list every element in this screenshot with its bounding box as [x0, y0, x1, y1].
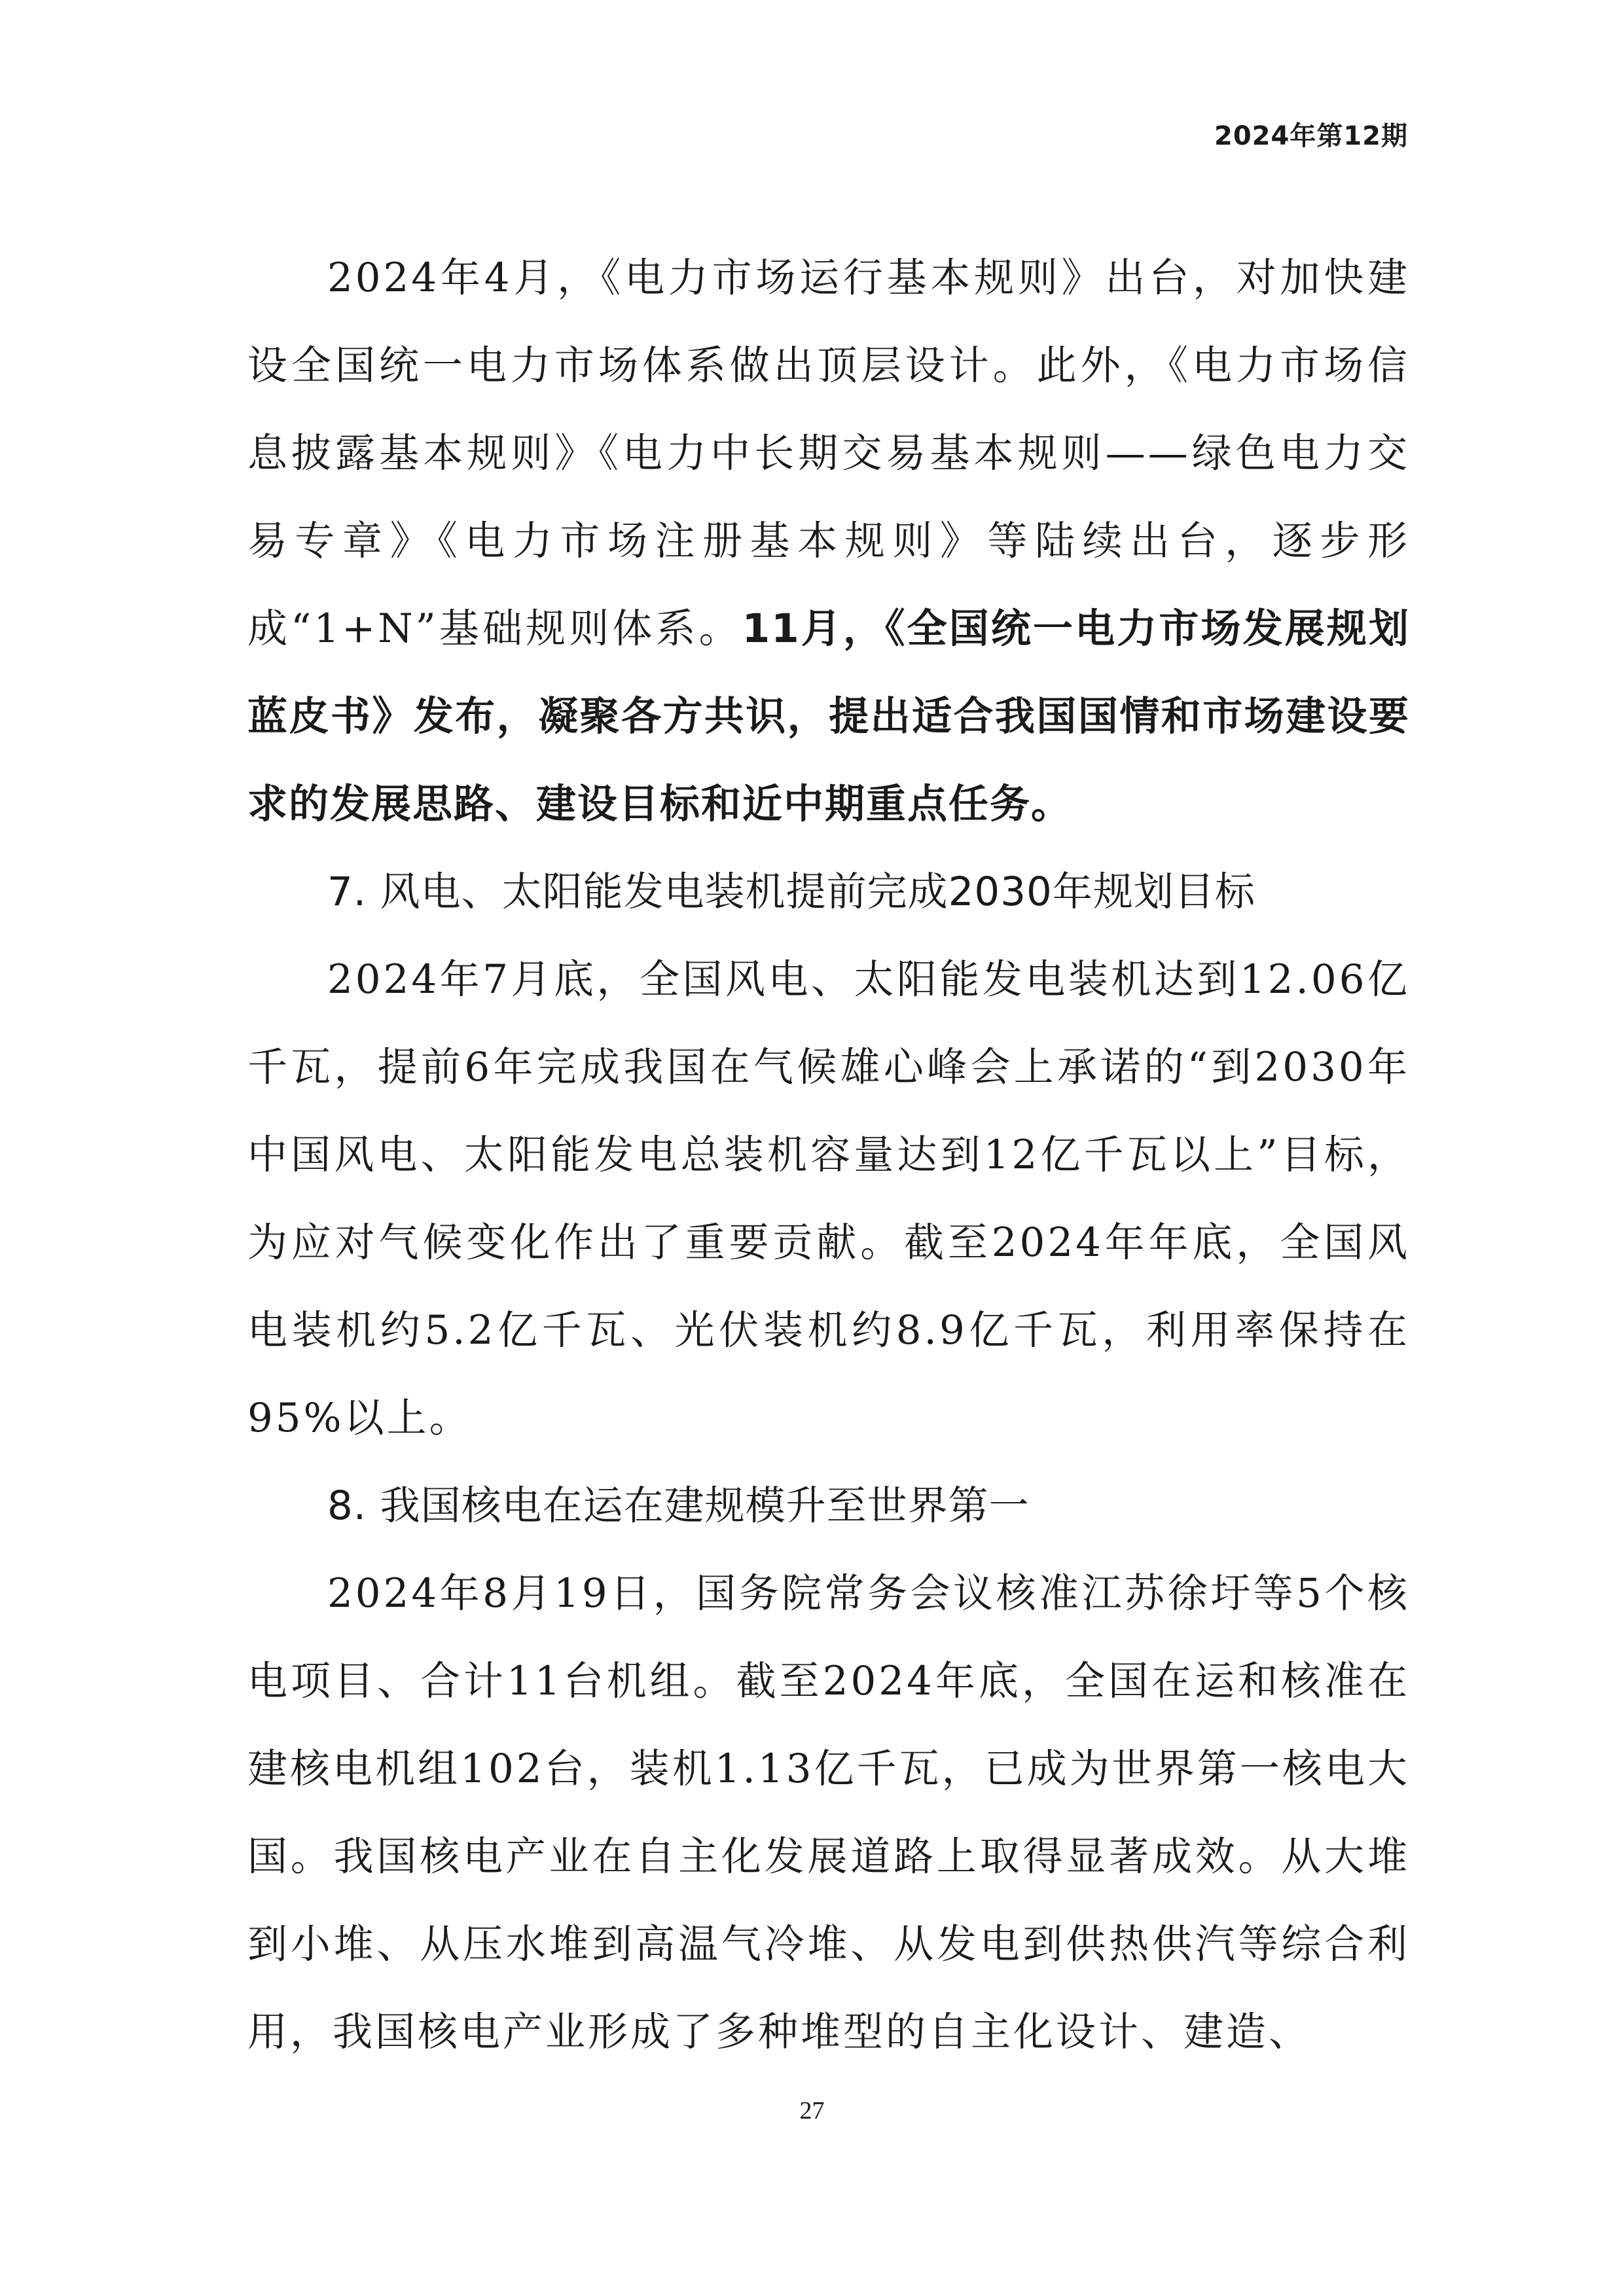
paragraph-blue-book-bold-text: 11月，《全国统一电力市场发展规划蓝皮书》发布，凝聚各方共识，提出适合我国国情和市场建设要求的发展思路、建设目标和近中期重点任务。 [247, 605, 1411, 827]
issue-header: 2024年第12期 [1214, 121, 1408, 151]
page-number: 27 [799, 2097, 825, 2125]
paragraph-market-rules-text: 2024年4月，《电力市场运行基本规则》出台，对加快建设全国统一电力市场体系做出顶层设计。此外，《电力市场信息披露基本规则》《电力中长期交易基本规则——绿色电力交易专章》《电力市场注册基本规则》等陆续出台，逐步形成“1+N”基础规则体系。 [247, 255, 1410, 652]
section-heading-8: 8. 我国核电在运在建规模升至世界第一 [327, 1482, 1030, 1529]
paragraph-wind-solar: 2024年7月底，全国风电、太阳能发电装机达到12.06亿千瓦，提前6年完成我国在气候雄心峰会上承诺的“到2030年中国风电、太阳能发电总装机容量达到12亿千瓦以上”目标，为应对气候变化作出了重要贡献。截至2024年年底，全国风电装机约5.2亿千瓦、光伏装机约8.9亿千瓦，利用率保持在95%以上。 [247, 956, 1410, 1441]
paragraph-market-rules [247, 234, 1410, 848]
paragraph-nuclear: 2024年8月19日，国务院常务会议核准江苏徐圩等5个核电项目、合计11台机组。截至2024年底，全国在运和核准在建核电机组102台，装机1.13亿千瓦，已成为世界第一核电大国。我国核电产业在自主化发展道路上取得显著成效。从大堆到小堆、从压水堆到高温气冷堆、从发电到供热供汽等综合利用，我国核电产业形成了多种堆型的自主化设计、建造、 [247, 1570, 1410, 2055]
section-heading-7: 7. 风电、太阳能发电装机提前完成2030年规划目标 [327, 869, 1255, 915]
article-body [247, 234, 1410, 2076]
